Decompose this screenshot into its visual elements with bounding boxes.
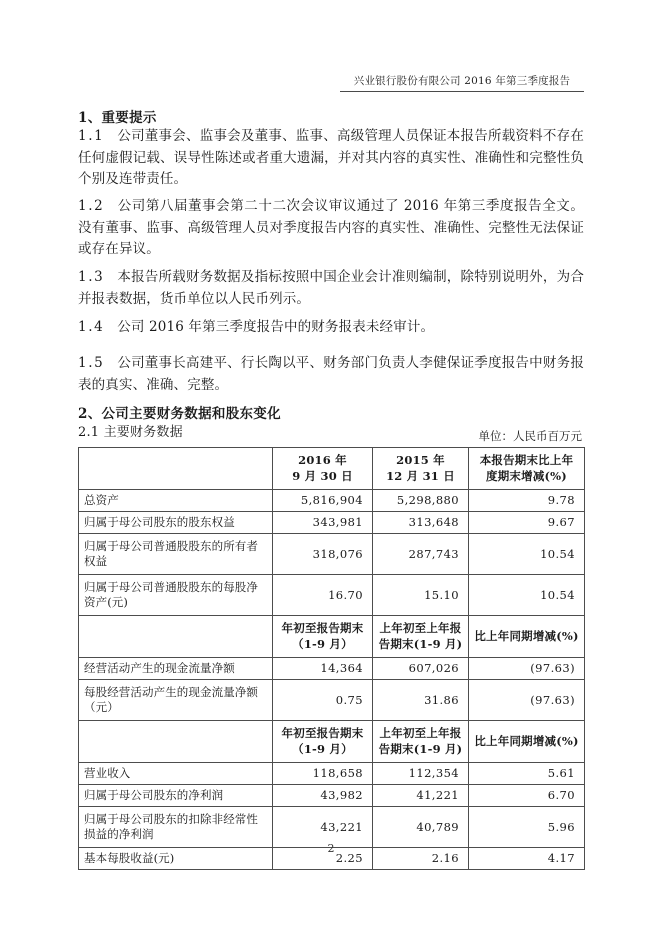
main-financial-data-table <box>78 447 585 870</box>
table-header-row-period-income <box>79 721 585 763</box>
table-row <box>79 658 585 680</box>
row-value-col3: 9.67 <box>469 512 585 534</box>
row-label: 每股经营活动产生的现金流量净额（元） <box>79 680 273 721</box>
header-ytd-line2: （1-9 月） <box>292 636 353 651</box>
table-row <box>79 534 585 575</box>
paragraph-1-4-text <box>78 317 584 339</box>
table-row <box>79 763 585 785</box>
row-value-col3: 10.54 <box>469 534 585 575</box>
row-value-col3: 5.96 <box>469 807 585 848</box>
table-row <box>79 490 585 512</box>
header-prior-ytd-line2: 告期末(1-9 月) <box>378 741 463 756</box>
header-cell-yoy-change: 比上年同期增减(%) <box>469 616 585 658</box>
header-cell-ytd <box>273 616 373 658</box>
row-value-col1: 5,816,904 <box>273 490 373 512</box>
header-cell-2016 <box>273 448 373 490</box>
section-2-heading: 2、公司主要财务数据和股东变化 <box>78 406 281 422</box>
page-number: 2 <box>327 842 335 855</box>
row-value-col3: (97.63) <box>469 680 585 721</box>
header-ytd-line2: （1-9 月） <box>292 741 353 756</box>
row-value-col1: 318,076 <box>273 534 373 575</box>
table-row <box>79 575 585 616</box>
header-change-line1: 本报告期末比上年 <box>479 453 574 467</box>
header-cell-blank <box>79 721 273 763</box>
row-value-col3: (97.63) <box>469 658 585 680</box>
row-value-col3: 4.17 <box>469 848 585 870</box>
header-cell-2015 <box>373 448 469 490</box>
row-value-col2: 15.10 <box>373 575 469 616</box>
header-cell-change-vs-last-year-end <box>469 448 585 490</box>
paragraph-1-2-text <box>78 196 584 261</box>
table-header-row-balance <box>79 448 585 490</box>
row-value-col3: 5.61 <box>469 763 585 785</box>
header-cell-ytd <box>273 721 373 763</box>
unit-note-block <box>78 428 584 444</box>
header-change-line2: 度期末增减(%) <box>486 468 567 483</box>
paragraph-1-4-number: 1.4 <box>78 319 105 335</box>
row-label: 经营活动产生的现金流量净额 <box>79 658 273 680</box>
paragraph-1-1 <box>78 126 584 191</box>
header-ytd-line1: 年初至报告期末 <box>281 621 364 635</box>
section-2-1-subheading: 2.1 主要财务数据 <box>78 425 183 440</box>
row-value-col3: 6.70 <box>469 785 585 807</box>
row-value-col1: 0.75 <box>273 680 373 721</box>
row-value-col1: 118,658 <box>273 763 373 785</box>
table-header-row-period-cashflow <box>79 616 585 658</box>
row-value-col2: 112,354 <box>373 763 469 785</box>
table-row <box>79 785 585 807</box>
header-ytd-line1: 年初至报告期末 <box>281 726 364 740</box>
paragraph-1-3-number: 1.3 <box>78 269 105 285</box>
row-label: 归属于母公司普通股股东的每股净资产(元) <box>79 575 273 616</box>
row-label: 营业收入 <box>79 763 273 785</box>
paragraph-1-1-body: 公司董事会、监事会及董事、监事、高级管理人员保证本报告所载资料不存在任何虚假记载、误导性陈述或者重大遗漏，并对其内容的真实性、准确性和完整性负个别及连带责任。 <box>78 128 584 187</box>
row-value-col1: 14,364 <box>273 658 373 680</box>
paragraph-1-4-body: 公司 2016 年第三季度报告中的财务报表未经审计。 <box>117 319 435 335</box>
row-value-col1: 43,221 <box>273 807 373 848</box>
header-cell-prior-ytd <box>373 721 469 763</box>
section-1-heading: 1、重要提示 <box>78 110 157 126</box>
row-value-col2: 40,789 <box>373 807 469 848</box>
paragraph-1-3-text <box>78 267 584 310</box>
row-value-col1: 2.25 <box>273 848 373 870</box>
running-header: 兴业银行股份有限公司 2016 年第三季度报告 <box>340 74 584 92</box>
header-prior-ytd-line1: 上年初至上年报 <box>379 621 462 635</box>
paragraph-1-4 <box>78 317 584 339</box>
header-2016-line1: 2016 年 <box>298 453 347 467</box>
paragraph-1-5-text <box>78 353 584 396</box>
row-label: 基本每股收益(元) <box>79 848 273 870</box>
paragraph-1-1-text <box>78 126 584 191</box>
header-2015-line2: 12 月 31 日 <box>386 468 455 483</box>
row-label: 归属于母公司股东的净利润 <box>79 785 273 807</box>
header-2016-line2: 9 月 30 日 <box>292 468 353 483</box>
header-prior-ytd-line1: 上年初至上年报 <box>379 726 462 740</box>
row-value-col1: 343,981 <box>273 512 373 534</box>
row-value-col3: 10.54 <box>469 575 585 616</box>
paragraph-1-5-body: 公司董事长高建平、行长陶以平、财务部门负责人李健保证季度报告中财务报表的真实、准确、完整。 <box>78 355 584 393</box>
header-2015-line1: 2015 年 <box>396 453 445 467</box>
section-1-block <box>78 108 584 128</box>
row-value-col2: 2.16 <box>373 848 469 870</box>
row-value-col2: 31.86 <box>373 680 469 721</box>
header-cell-blank <box>79 616 273 658</box>
paragraph-1-2 <box>78 196 584 261</box>
paragraph-1-5-number: 1.5 <box>78 355 105 371</box>
paragraph-1-1-number: 1.1 <box>78 128 105 144</box>
row-value-col2: 287,743 <box>373 534 469 575</box>
paragraph-1-5 <box>78 353 584 396</box>
header-cell-prior-ytd <box>373 616 469 658</box>
row-label: 归属于母公司普通股股东的所有者权益 <box>79 534 273 575</box>
row-value-col1: 16.70 <box>273 575 373 616</box>
header-prior-ytd-line2: 告期末(1-9 月) <box>378 636 463 651</box>
table-row <box>79 512 585 534</box>
row-value-col2: 607,026 <box>373 658 469 680</box>
paragraph-1-3-body: 本报告所载财务数据及指标按照中国企业会计准则编制，除特别说明外，为合并报表数据，货币单位以人民币列示。 <box>78 269 584 307</box>
row-value-col2: 5,298,880 <box>373 490 469 512</box>
paragraph-1-2-number: 1.2 <box>78 198 105 214</box>
header-cell-blank <box>79 448 273 490</box>
row-value-col3: 9.78 <box>469 490 585 512</box>
table-row <box>79 680 585 721</box>
unit-note: 单位：人民币百万元 <box>478 429 582 443</box>
row-label: 归属于母公司股东的扣除非经常性损益的净利润 <box>79 807 273 848</box>
row-value-col1: 43,982 <box>273 785 373 807</box>
paragraph-1-2-body: 公司第八届董事会第二十二次会议审议通过了 2016 年第三季度报告全文。没有董事、监事、高级管理人员对季度报告内容的真实性、准确性、完整性无法保证或存在异议。 <box>78 198 584 257</box>
paragraph-1-3 <box>78 267 584 310</box>
row-label: 总资产 <box>79 490 273 512</box>
row-label: 归属于母公司股东的股东权益 <box>79 512 273 534</box>
section-2-block <box>78 404 584 424</box>
row-value-col2: 41,221 <box>373 785 469 807</box>
header-cell-yoy-change: 比上年同期增减(%) <box>469 721 585 763</box>
row-value-col2: 313,648 <box>373 512 469 534</box>
